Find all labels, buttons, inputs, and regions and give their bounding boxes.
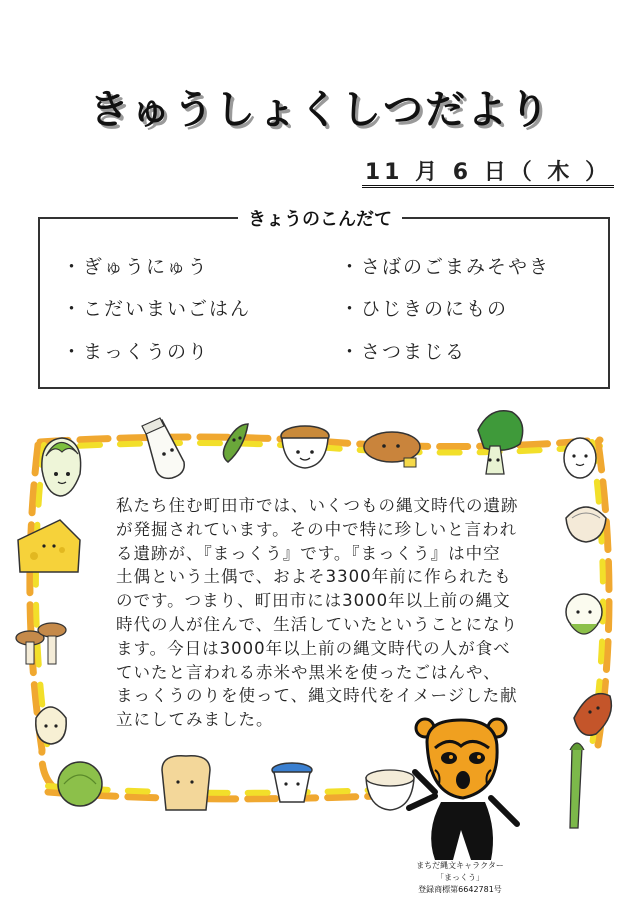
milk-bottle-icon [142,418,184,478]
page-title: きゅうしょくしつだより [89,87,551,133]
cauliflower-icon [566,594,602,634]
egg-icon [564,438,596,478]
cabbage-icon [42,438,81,496]
greens-icon [478,411,523,474]
menu-item-soup: ・さつまじる [340,341,467,363]
menu-item-nori: ・まっくうのり [62,341,210,363]
bread-icon [364,432,420,467]
sausage-icon [574,694,611,736]
article-text: 私たち住む町田市では、いくつもの縄文時代の遺跡 が発掘されています。その中で特に珍しいと言われ る遺跡が、『まっくう』です。『まっくう』は中空 土偶という土偶で、およそ3300年前に作られたも のです。つまり、町田市には3000年以上前の縄文 時代の人が住んで、生活していたということになり ます。今日は3000年以上前の縄文時代の人が食べ ていたと言われる赤米や黒米を使ったごはんや、 まっくうのりを使って、縄文時代をイメージした献 立にしてみました。 [116,496,519,730]
menu-item-rice: ・こだいまいごはん [62,298,252,320]
menu-item-hijiki: ・ひじきのにもの [340,298,509,320]
credit-line-3: 登録商標第6642781号 [418,885,502,894]
toast-icon [162,756,210,810]
date-line: 11 月 6 日（ 木 ） [362,155,614,188]
asparagus-icon [570,743,584,828]
menu-item-mackerel: ・さばのごまみそやき [340,256,551,278]
makkuu-mascot-icon [405,712,525,862]
menu-item-milk: ・ぎゅうにゅう [62,256,209,278]
onion-icon [36,707,66,744]
credit-line-2: 「まっくう」 [436,873,484,882]
cheese-icon [18,520,80,572]
mascot-credit [400,860,520,896]
green-cabbage-icon [58,762,102,806]
natto-icon [281,426,329,468]
credit-line-1: まちだ縄文キャラクター [416,861,504,870]
menu-heading: きょうのこんだて [238,205,402,231]
